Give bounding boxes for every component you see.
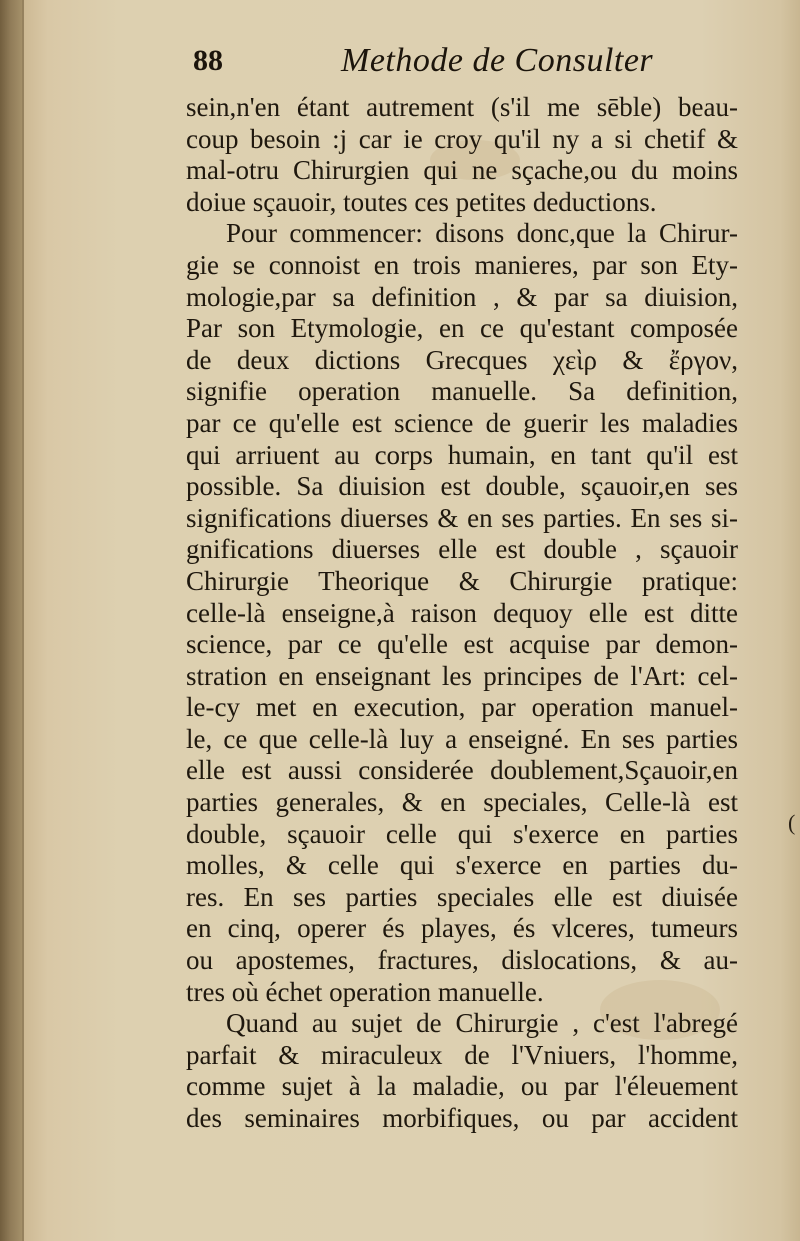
text-line: Pour commencer: disons donc,que la Chirur- (226, 218, 738, 249)
text-line: mal-otru Chirurgien qui ne sçache,ou du moins (186, 155, 738, 186)
text-line: qui arriuent au corps humain, en tant qu'il est (186, 439, 738, 470)
text-line: des seminaires morbifiques, ou par accident (186, 1103, 738, 1133)
text-line: parfait & miraculeux de l'Vniuers, l'homme, (186, 1039, 738, 1070)
text-line: ou apostemes, fractures, dislocations, & au- (186, 945, 738, 976)
gutter-shadow (0, 0, 22, 1241)
text-line: gnifications diuerses elle est double , sçauoir (186, 534, 738, 565)
text-line: de deux dictions Grecques χεὶρ & ἔργον, (186, 344, 738, 375)
page-header (193, 44, 733, 94)
text-line: le, ce que celle-là luy a enseigné. En ses parties (186, 723, 738, 754)
margin-mark: ( (788, 810, 796, 835)
text-line: sein,n'en étant autrement (s'il me sēble) beau- (186, 92, 738, 122)
text-line: Chirurgie Theorique & Chirurgie pratique: (186, 565, 738, 596)
text-line: signifie operation manuelle. Sa definition, (186, 376, 738, 407)
text-line: science, par ce qu'elle est acquise par demon- (186, 629, 738, 660)
text-line: coup besoin :j car ie croy qu'il ny a si chetif & (186, 123, 738, 154)
text-line: celle-là enseigne,à raison dequoy elle est ditte (186, 597, 738, 628)
text-line: par ce qu'elle est science de guerir les maladies (186, 407, 738, 438)
text-line: stration en enseignant les principes de l'Art: cel- (186, 660, 738, 691)
text-line: res. En ses parties speciales elle est diuisée (186, 881, 738, 912)
text-line: mologie,par sa definition , & par sa diuision, (186, 281, 738, 312)
text-line: en cinq, operer és playes, és vlceres, tumeurs (186, 913, 738, 944)
gutter-line (22, 0, 24, 1241)
text-line: parties generales, & en speciales, Celle-là est (186, 787, 738, 818)
text-line: le-cy met en execution, par operation manuel- (186, 692, 738, 723)
running-head: Methode de Consulter (341, 42, 654, 79)
text-line: elle est aussi considerée doublement,Sçauoir,en (186, 755, 738, 786)
text-line: double, sçauoir celle qui s'exerce en parties (186, 818, 738, 849)
text-line: Par son Etymologie, en ce qu'estant composée (186, 313, 738, 344)
text-line: possible. Sa diuision est double, sçauoir,en ses (186, 471, 738, 502)
body-text (186, 92, 738, 1135)
text-line: Quand au sujet de Chirurgie , c'est l'abregé (226, 1008, 738, 1039)
text-line: doiue sçauoir, toutes ces petites deductions. (186, 186, 657, 217)
text-line: molles, & celle qui s'exerce en parties du- (186, 850, 738, 881)
page-number: 88 (193, 44, 223, 77)
text-line: comme sujet à la maladie, ou par l'éleuement (186, 1071, 738, 1102)
text-line: gie se connoist en trois manieres, par son Ety- (186, 249, 738, 280)
text-line: significations diuerses & en ses parties. En ses si- (186, 502, 738, 533)
text-line: tres où échet operation manuelle. (186, 976, 544, 1007)
